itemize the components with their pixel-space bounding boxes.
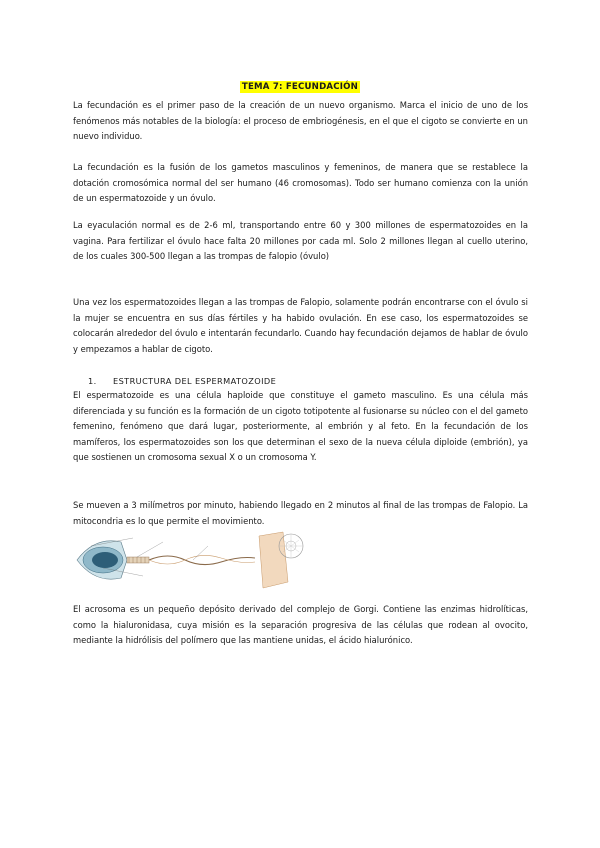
title-wrap (0, 74, 600, 93)
paragraph-fallopian: Una vez los espermatozoides llegan a las trompas de Falopio, solamente podrán encontrarse con el óvulo si la mujer se encuentra en sus días fértiles y ha habido ovulación. En ese caso, los espermatozoides se colocarán alrededor del óvulo e intentarán fecundarlo. Cuando hay fecundación dejamos de hablar de óvulo y empezamos a hablar de cigoto. (73, 297, 528, 354)
section-heading (88, 376, 276, 386)
section-heading-text: ESTRUCTURA DEL ESPERMATOZOIDE (113, 376, 277, 386)
nucleus-shape (92, 552, 118, 568)
paragraph-movement: Se mueven a 3 milímetros por minuto, habiendo llegado en 2 minutos al final de las trompas de Falopio. La mitocondria es lo que permite el movimiento. (73, 500, 528, 526)
sperm-diagram (73, 530, 313, 590)
paragraph-ejaculation: La eyaculación normal es de 2-6 ml, transportando entre 60 y 300 millones de espermatozoides en la vagina. Para fertilizar el óvulo hace falta 20 millones por cada ml. Solo 2 millones llegan al cuello uterino, de los cuales 300-500 llegan a las trompas de falopio (óvulo) (73, 220, 528, 262)
page-title: TEMA 7: FECUNDACIÓN (241, 82, 359, 92)
sperm-structure-diagram-icon (73, 530, 313, 590)
paragraph-intro: La fecundación es el primer paso de la creación de un nuevo organismo. Marca el inicio de uno de los fenómenos más notables de la biología: el proceso de embriogénesis, en el que el cigoto se convierte en un nuevo individuo. (73, 100, 528, 142)
paragraph-definition: La fecundación es la fusión de los gametos masculinos y femeninos, de manera que se restablece la dotación cromosómica normal del ser humano (46 cromosomas). Todo ser humano comienza con la unión de un espermatozoide y un óvulo. (73, 162, 528, 204)
section-number: 1. (88, 376, 97, 386)
paragraph-sperm-structure: El espermatozoide es una célula haploide que constituye el gameto masculino. Es una célula más diferenciada y su función es la formación de un cigoto totipotente al fusionarse su núcleo con el del gameto femenino, fenómeno que dará lugar, posteriormente, al embrión y al feto. En la fecundación de los mamíferos, los espermatozoides son los que determinan el sexo de la nueva célula diploide (embrión), ya que sostienen un cromosoma sexual X o un cromosoma Y. (73, 390, 528, 463)
tail-outline-shape (149, 555, 255, 564)
paragraph-acrosome: El acrosoma es un pequeño depósito derivado del complejo de Gorgi. Contiene las enzimas hidrolíticas, como la hialuronidasa, cuya misión es la separación progresiva de las células que rodean al ovocito, mediante la hidrólisis del polímero que las mantiene unidas, el ácido hialurónico. (73, 604, 528, 646)
tail-shape (149, 556, 255, 565)
midpiece-shape (127, 557, 149, 563)
